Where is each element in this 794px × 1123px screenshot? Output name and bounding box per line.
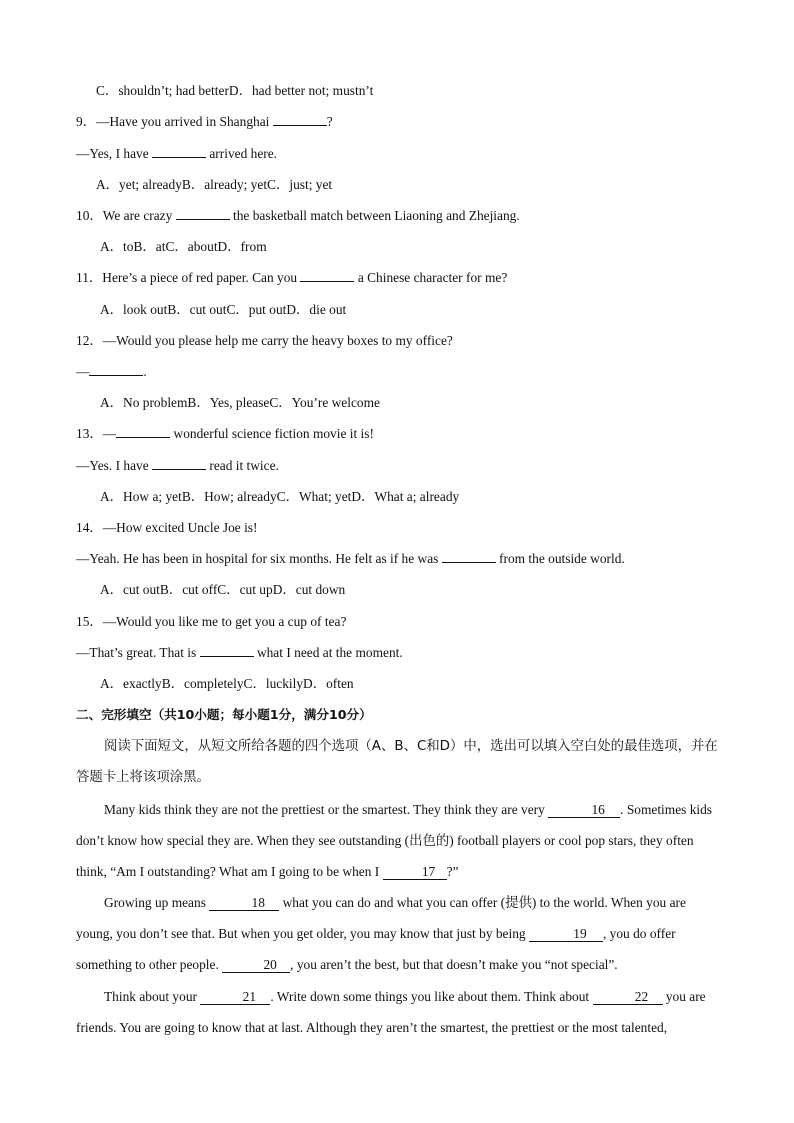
question-14-reply: —Yeah. He has been in hospital for six months. He felt as if he was from the outside world. <box>76 551 625 566</box>
question-9-options: A．yet; alreadyB．already; yetC．just; yet <box>96 177 333 192</box>
answer-blank[interactable] <box>89 375 143 376</box>
question-10-options: A．toB．atC．aboutD．from <box>100 239 267 254</box>
answer-blank-20[interactable]: 20 <box>222 958 290 973</box>
question-9: 9．—Have you arrived in Shanghai ? <box>76 114 333 129</box>
answer-blank[interactable] <box>442 562 496 563</box>
answer-blank[interactable] <box>200 656 254 657</box>
question-13-reply: —Yes. I have read it twice. <box>76 458 279 473</box>
question-9-reply: —Yes, I have arrived here. <box>76 146 278 161</box>
question-15: 15．—Would you like me to get you a cup of tea? <box>76 614 347 629</box>
answer-blank[interactable] <box>152 157 206 158</box>
answer-blank[interactable] <box>116 437 170 438</box>
answer-blank-18[interactable]: 18 <box>209 896 279 911</box>
answer-blank-16[interactable]: 16 <box>548 803 620 818</box>
answer-blank[interactable] <box>176 219 230 220</box>
answer-blank-17[interactable]: 17 <box>383 865 447 880</box>
question-12-options: A．No problemB．Yes, pleaseC．You’re welcome <box>100 395 380 410</box>
section-heading: 二、完形填空（共10小题；每小题1分，满分10分） <box>76 707 372 722</box>
question-13: 13．— wonderful science fiction movie it is! <box>76 426 374 441</box>
question-15-options: A．exactlyB．completelyC．luckilyD．often <box>100 676 354 691</box>
question-10: 10．We are crazy the basketball match between Liaoning and Zhejiang. <box>76 208 520 223</box>
question-12: 12．—Would you please help me carry the heavy boxes to my office? <box>76 333 453 348</box>
question-14: 14．—How excited Uncle Joe is! <box>76 520 258 535</box>
question-14-options: A．cut outB．cut offC．cut upD．cut down <box>100 582 346 597</box>
answer-blank[interactable] <box>273 125 327 126</box>
section-instruction: 阅读下面短文，从短文所给各题的四个选项（A、B、C和D）中，选出可以填入空白处的最佳选项，并在答题卡上将该项涂黑。 <box>76 739 718 785</box>
question-15-reply: —That’s great. That is what I need at the moment. <box>76 645 403 660</box>
question-12-reply: — . <box>76 364 147 379</box>
answer-blank-22[interactable]: 22 <box>593 990 663 1005</box>
passage-paragraph-3: Think about your 21 . Write down some things you like about them. Think about 22 you are friends. You are going to know that at last. Although they aren’t the smartest, the prettiest or the most talented, <box>76 989 706 1035</box>
q8-options-cd: C．shouldn’t; had betterD．had better not; mustn’t <box>96 83 374 98</box>
answer-blank-21[interactable]: 21 <box>200 990 270 1005</box>
question-13-options: A．How a; yetB．How; alreadyC．What; yetD．What a; already <box>100 489 460 504</box>
passage-paragraph-2: Growing up means 18 what you can do and what you can offer (提供) to the world. When you are young, you don’t see that. But when you get older, you may know that just by being 19 , you do offer something to other people. 20 , you aren’t the best, but that doesn’t make you “not special”. <box>76 895 686 972</box>
answer-blank[interactable] <box>152 469 206 470</box>
question-11-options: A．look outB．cut outC．put outD．die out <box>100 302 347 317</box>
passage-paragraph-1: Many kids think they are not the prettiest or the smartest. They think they are very 16 . Sometimes kids don’t know how special they are. When they see outstanding (出色的) football players or cool pop stars, they often think, “Am I outstanding? What am I going to be when I 17 ?” <box>76 802 713 879</box>
question-11: 11．Here’s a piece of red paper. Can you a Chinese character for me? <box>76 270 508 285</box>
answer-blank[interactable] <box>300 281 354 282</box>
answer-blank-19[interactable]: 19 <box>529 927 603 942</box>
